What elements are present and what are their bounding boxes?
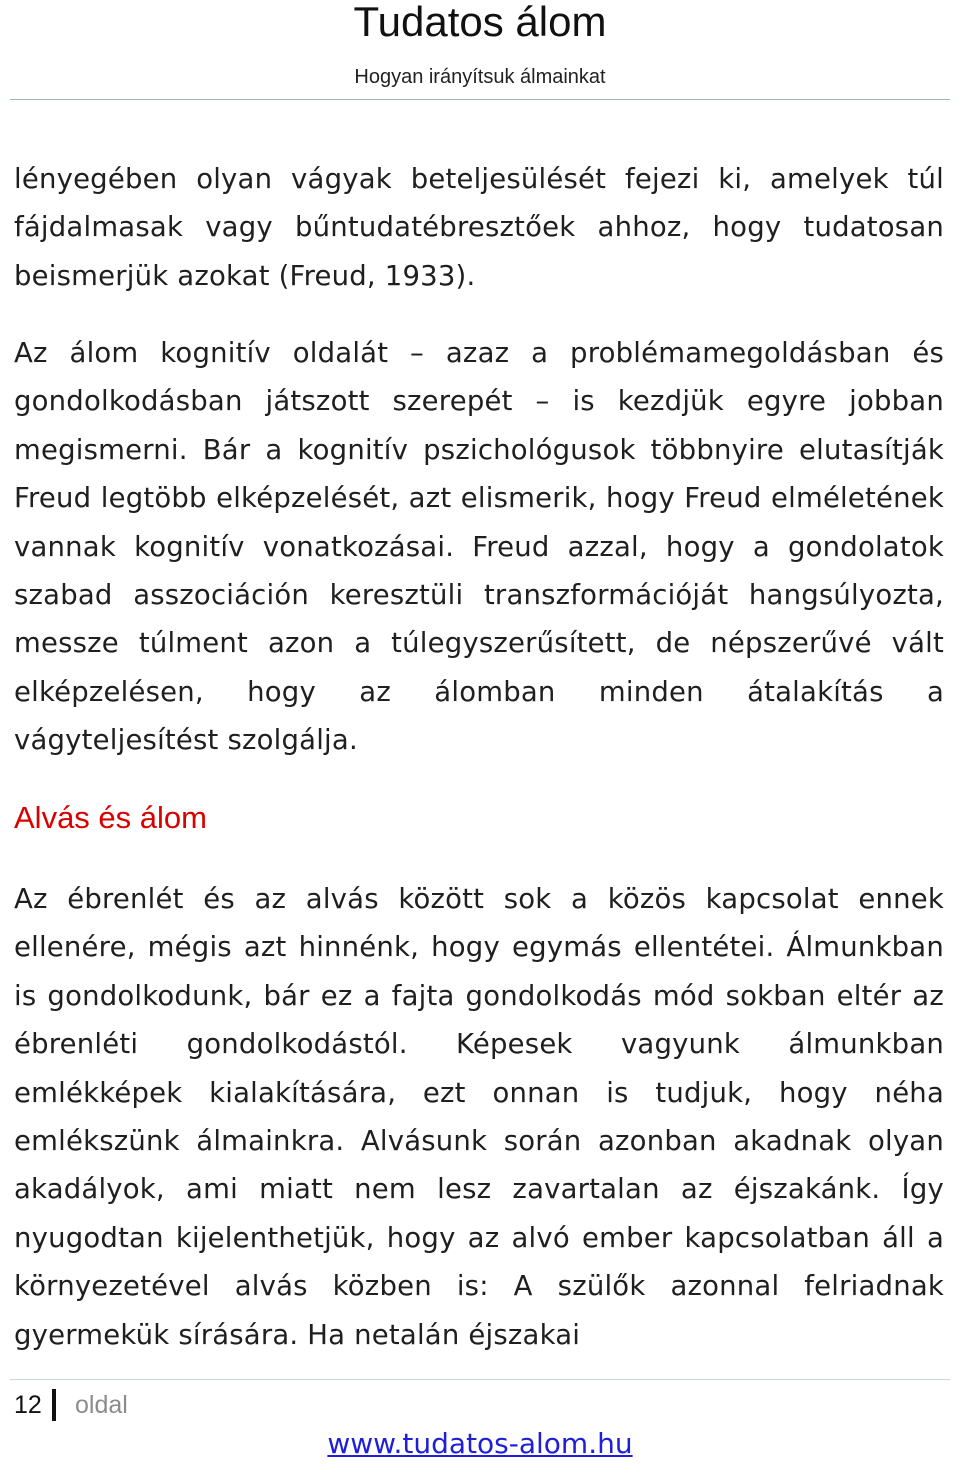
- page-number: 12: [14, 1391, 42, 1419]
- document-title: Tudatos álom: [353, 0, 607, 45]
- header-divider: [10, 99, 950, 100]
- section-heading: Alvás és álom: [14, 800, 207, 835]
- page-label: oldal: [75, 1391, 128, 1419]
- paragraph-3: Az ébrenlét és az alvás között sok a közös kapcsolat ennek ellenére, mégis azt hinnénk, hogy egymás ellentétei. Álmunkban is gondolkodunk, bár ez a fajta gondolkodás mód sokban eltér az ébrenléti gondolkodástól. Képesek vagyunk álmunkban emlékképek kialakítására, ezt onnan is tudjuk, hogy néha emlékszünk álmainkra. Alvásunk során azonban akadnak olyan akadályok, ami miatt nem lesz zavartalan az éjszakánk. Így nyugodtan kijelenthetjük, hogy az alvó ember kapcsolatban áll a környezetével alvás közben is: A szülők azonnal felriadnak gyermekük sírására. Ha netalán éjszakai: [14, 883, 944, 1351]
- document-subtitle: Hogyan irányítsuk álmainkat: [354, 66, 606, 88]
- page-number-separator: [52, 1389, 56, 1421]
- paragraph-2: Az álom kognitív oldalát – azaz a problémamegoldásban és gondolkodásban játszott szerepét – is kezdjük egyre jobban megismerni. Bár a kognitív pszichológusok többnyire elutasítják Freud legtöbb elképzelését, azt elismerik, hogy Freud elméletének vannak kognitív vonatkozásai. Freud azzal, hogy a gondolatok szabad asszociáción keresztüli transzformációját hangsúlyozta, messze túlment azon a túlegyszerűsített, de népszerűvé vált elképzelésen, hogy az álomban minden átalakítás a vágyteljesítést szolgálja.: [14, 337, 944, 757]
- website-link[interactable]: www.tudatos-alom.hu: [327, 1427, 633, 1460]
- footer-divider: [10, 1379, 950, 1380]
- paragraph-1: lényegében olyan vágyak beteljesülését fejezi ki, amelyek túl fájdalmasak vagy bűntudatébresztőek ahhoz, hogy tudatosan beismerjük azokat (Freud, 1933).: [14, 163, 944, 292]
